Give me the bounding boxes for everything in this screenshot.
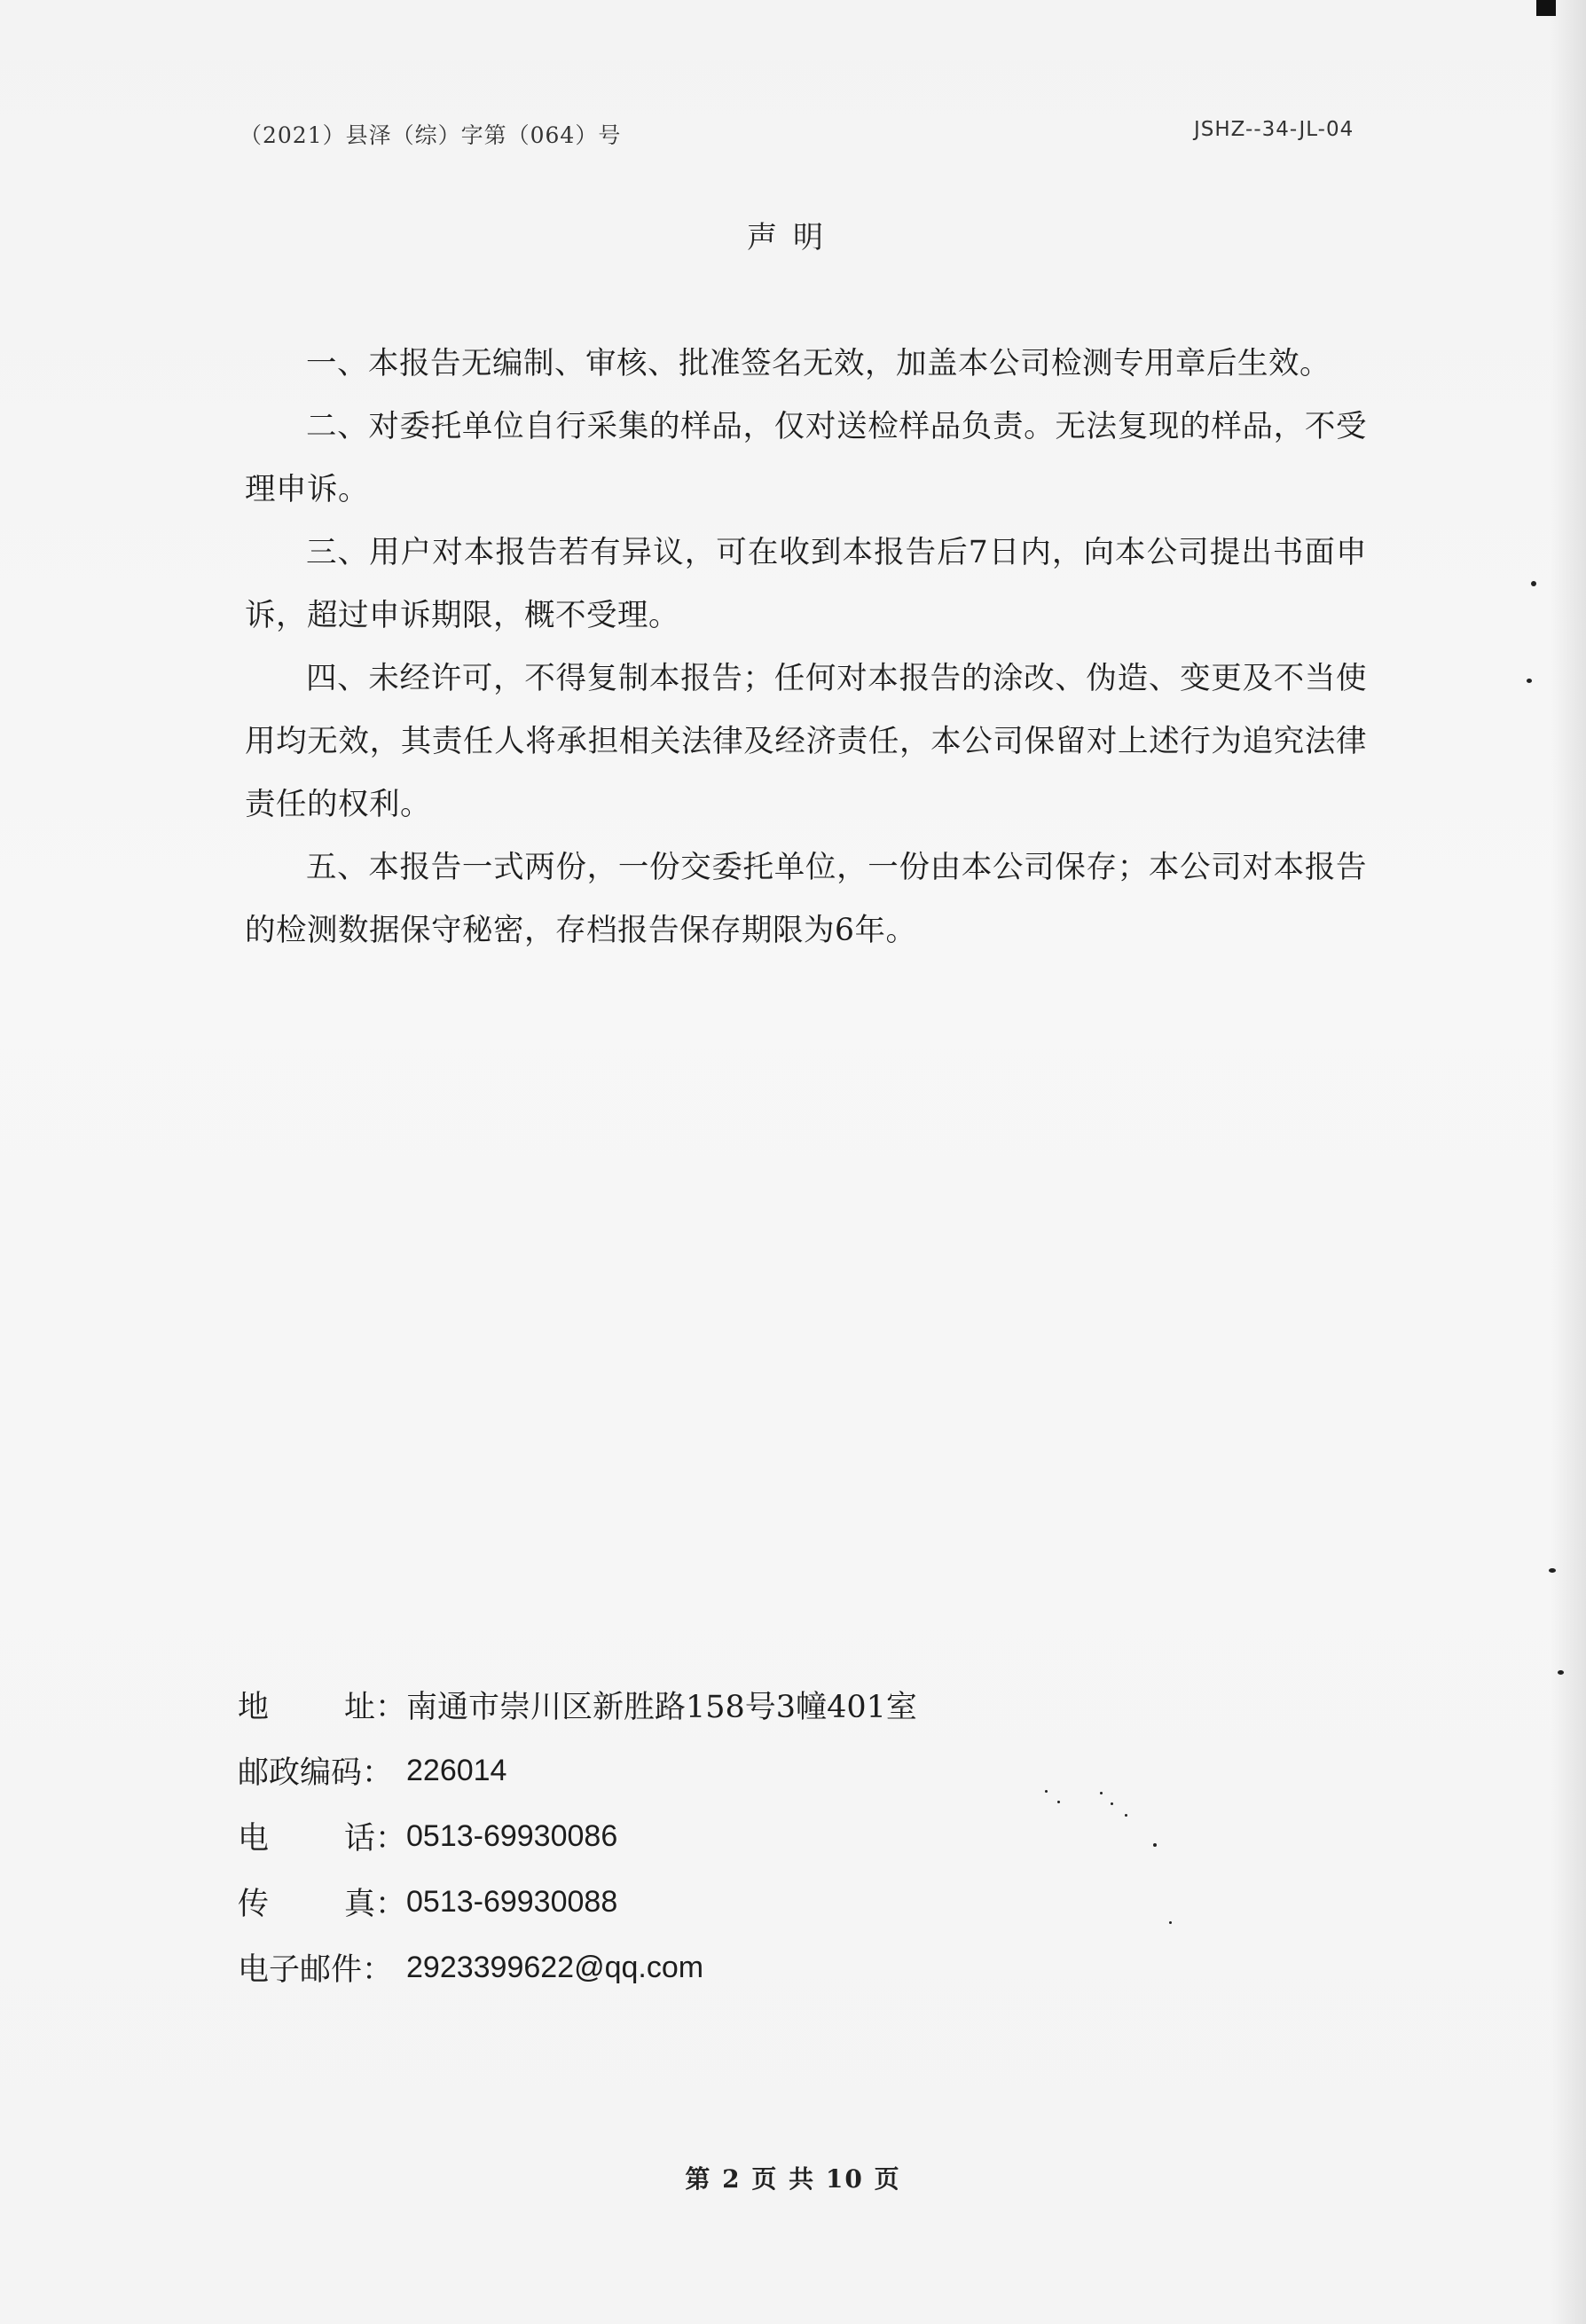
- fax-label: 传 真：: [238, 1887, 406, 1922]
- page-edge-shadow: [1551, 0, 1586, 2324]
- page-indicator: 第 2 页 共 10 页: [685, 2164, 901, 2194]
- scan-speck: [1100, 1792, 1103, 1794]
- contact-postcode-row: [238, 1738, 1125, 1803]
- contact-address-row: [238, 1672, 1125, 1738]
- corner-mark: [1536, 0, 1556, 16]
- clause-4: 四、未经许可，不得复制本报告；任何对本报告的涂改、伪造、变更及不当使用均无效，其责任人将承担相关法律及经济责任，本公司保留对上述行为追究法律责任的权利。: [245, 661, 1367, 822]
- scan-speck: [1045, 1790, 1048, 1793]
- postcode-label: 邮政编码：: [238, 1755, 394, 1791]
- contact-phone-row: [238, 1803, 1125, 1869]
- page-title: 声明: [747, 220, 839, 255]
- contact-block: [238, 1672, 1125, 2000]
- clause-2: 二、对委托单位自行采集的样品，仅对送检样品负责。无法复现的样品，不受理申诉。: [245, 409, 1367, 507]
- phone-label: 电 话：: [238, 1821, 406, 1857]
- address-value: 南通市崇川区新胜路158号3幢401室: [406, 1690, 917, 1725]
- scan-speck: [1169, 1921, 1172, 1924]
- statement-clauses: [245, 333, 1367, 962]
- clause-5: 五、本报告一式两份，一份交委托单位，一份由本公司保存；本公司对本报告的检测数据保守秘密，存档报告保存期限为6年。: [245, 850, 1367, 948]
- clause-1: 一、本报告无编制、审核、批准签名无效，加盖本公司检测专用章后生效。: [306, 346, 1331, 381]
- contact-email-row: [238, 1935, 1125, 2000]
- scan-speck: [1057, 1801, 1060, 1803]
- phone-value: 0513-69930086: [406, 1818, 618, 1853]
- scan-speck: [1531, 581, 1536, 586]
- postcode-value: 226014: [406, 1753, 507, 1787]
- form-code: JSHZ--34-JL-04: [1194, 118, 1354, 141]
- contact-fax-row: [238, 1869, 1125, 1935]
- document-number: （2021）县泽（综）字第（064）号: [239, 122, 622, 148]
- scan-speck: [1527, 679, 1532, 683]
- fax-value: 0513-69930088: [406, 1884, 618, 1919]
- scan-speck: [1153, 1843, 1157, 1847]
- scan-speck: [1549, 1568, 1556, 1573]
- scan-speck: [1558, 1670, 1564, 1675]
- scan-speck: [1125, 1814, 1127, 1817]
- clause-3: 三、用户对本报告若有异议，可在收到本报告后7日内，向本公司提出书面申诉，超过申诉期限，概不受理。: [245, 535, 1367, 633]
- email-label: 电子邮件：: [238, 1952, 394, 1988]
- address-label: 地 址：: [238, 1690, 406, 1725]
- email-value: 2923399622@qq.com: [406, 1950, 704, 1984]
- scan-speck: [1111, 1802, 1113, 1805]
